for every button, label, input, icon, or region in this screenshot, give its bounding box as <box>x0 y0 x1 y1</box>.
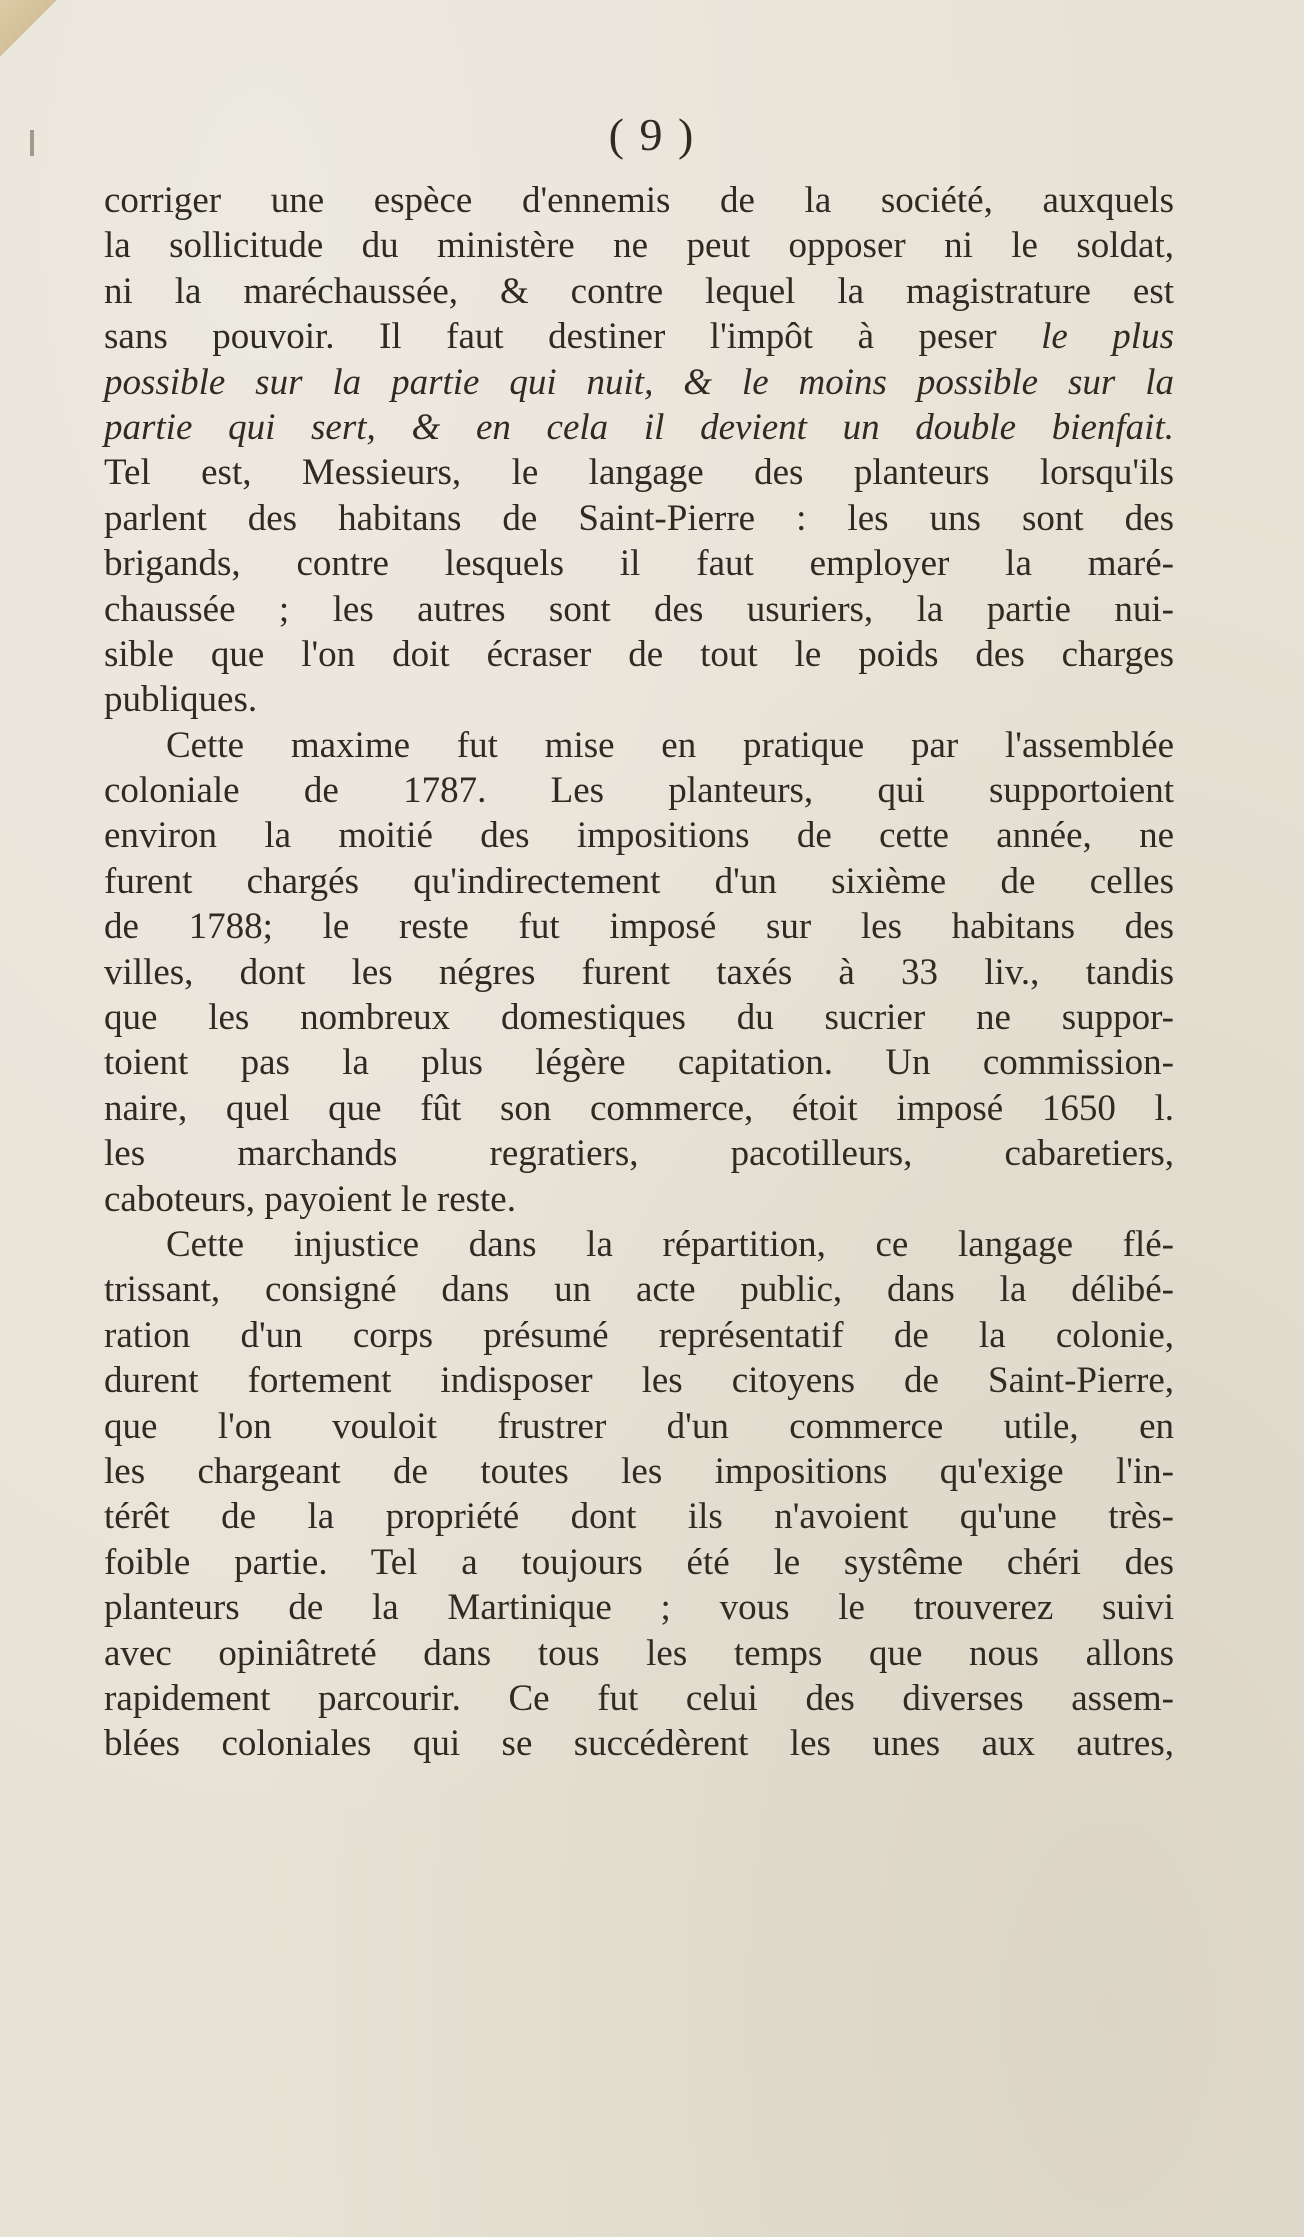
text-line <box>104 360 1174 405</box>
italic-text: le plus <box>1041 316 1174 358</box>
paragraph-start-line: Cette injustice dans la répartition, ce langage flé- <box>166 1223 1174 1265</box>
text-line: parlent des habitans de Saint-Pierre : les uns sont des <box>104 497 1174 539</box>
text-line: chaussée ; les autres sont des usuriers, la partie nui- <box>104 588 1174 630</box>
text-line: ni la maréchaussée, & contre lequel la magistrature est <box>104 270 1174 312</box>
text-line: térêt de la propriété dont ils n'avoient qu'une très- <box>104 1496 1174 1538</box>
page-corner-stain <box>0 0 70 70</box>
text-line: que les nombreux domestiques du sucrier ne suppor- <box>104 997 1174 1039</box>
text-line: les marchands regratiers, pacotilleurs, cabaretiers, <box>104 1133 1174 1175</box>
text-line: les chargeant de toutes les impositions qu'exige l'in- <box>104 1450 1174 1492</box>
text-line: avec opiniâtreté dans tous les temps que nous allons <box>104 1632 1174 1674</box>
italic-text: possible sur la partie qui nuit, & le moins possible sur la <box>104 361 1174 403</box>
text-line: brigands, contre lesquels il faut employer la maré- <box>104 543 1174 585</box>
text-line: toient pas la plus légère capitation. Un commission- <box>104 1042 1174 1084</box>
text-line: foible partie. Tel a toujours été le systême chéri des <box>104 1541 1174 1583</box>
text-line: la sollicitude du ministère ne peut opposer ni le soldat, <box>104 225 1174 267</box>
text-line: naire, quel que fût son commerce, étoit imposé 1650 l. <box>104 1087 1174 1129</box>
page-number: ( 9 ) <box>608 109 696 160</box>
text-line: publiques. <box>104 679 258 721</box>
text-line: furent chargés qu'indirectement d'un sixième de celles <box>104 860 1174 902</box>
text-line: que l'on vouloit frustrer d'un commerce utile, en <box>104 1405 1174 1447</box>
text-line <box>104 405 1174 450</box>
text-line: sible que l'on doit écraser de tout le poids des charges <box>104 633 1174 675</box>
text-line: environ la moitié des impositions de cette année, ne <box>104 815 1174 857</box>
italic-text: partie qui sert, & en cela il devient un double bienfait. <box>104 406 1174 448</box>
text-line: blées coloniales qui se succédèrent les unes aux autres, <box>104 1723 1174 1765</box>
text-line: caboteurs, payoient le reste. <box>104 1178 516 1220</box>
text-line: rapidement parcourir. Ce fut celui des diverses assem- <box>104 1677 1174 1719</box>
text-line: durent fortement indisposer les citoyens de Saint-Pierre, <box>104 1360 1174 1402</box>
text-line: villes, dont les négres furent taxés à 33 liv., tandis <box>104 951 1174 993</box>
text-line: corriger une espèce d'ennemis de la société, auxquels <box>104 180 1174 221</box>
paragraph-start-line: Cette maxime fut mise en pratique par l'assemblée <box>166 724 1174 766</box>
text-line: de 1788; le reste fut imposé sur les habitans des <box>104 906 1174 948</box>
text-line: Tel est, Messieurs, le langage des planteurs lorsqu'ils <box>104 452 1174 494</box>
text-line: planteurs de la Martinique ; vous le trouverez suivi <box>104 1587 1174 1629</box>
text-line: ration d'un corps présumé représentatif de la colonie, <box>104 1314 1174 1356</box>
text-line: sans pouvoir. Il faut destiner l'impôt à peser le plus <box>104 316 1174 358</box>
text-line: trissant, consigné dans un acte public, dans la délibé- <box>104 1269 1174 1311</box>
body-text <box>104 178 1174 1767</box>
text-line: coloniale de 1787. Les planteurs, qui supportoient <box>104 770 1174 812</box>
